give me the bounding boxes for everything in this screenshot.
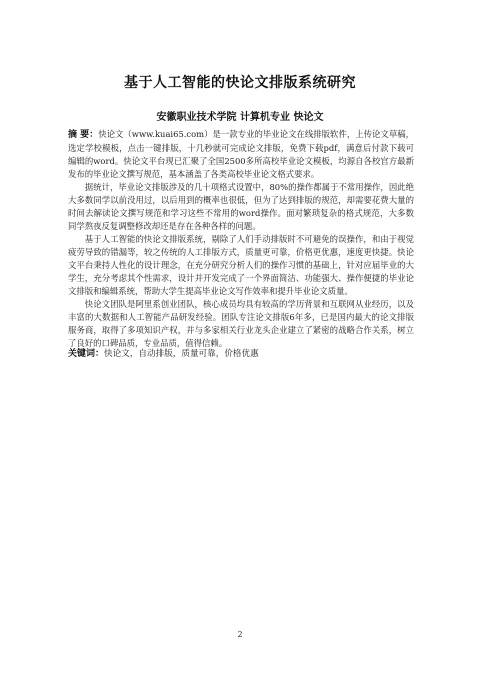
abstract-paragraph-3: 基于人工智能的快论文排版系统，剔除了人们手动排版时不可避免的误操作，和由于视觉疲劳导致的错漏等，较之传统的人工排版方式，质量更可靠，价格更优惠，速度更快捷。快论文平台秉持人性化的设计理念，在充分研究分析人们的操作习惯的基础上，针对应届毕业的大学生，充分考虑其个性需求，设计并开发完成了一个界面简洁、功能强大、操作便捷的毕业论文排版和编辑系统，帮助大学生提高毕业论文写作效率和提升毕业论文质量。 [68,234,414,296]
keywords-line [68,346,414,359]
abstract-paragraph-2: 据统计，毕业论文排版涉及的几十项格式设置中，80%的操作都属于不常用操作，因此绝大多数同学以前没用过，以后用到的概率也很低，但为了达到排版的规范，却需要花费大量的时间去解读论文撰写规范和学习这些不常用的word操作。面对繁琐复杂的格式规范，大多数同学熬夜反复调整修改却还是存在各种各样的问题。 [68,182,414,231]
abstract-paragraph-1 [68,128,414,181]
author-affiliation: 安徽职业技术学院 计算机专业 快论文 [156,112,324,123]
paper-title: 基于人工智能的快论文排版系统研究 [124,75,356,91]
abstract-paragraph-4: 快论文团队是阿里系创业团队，核心成员均具有较高的学历背景和互联网从业经历，以及丰富的大数据和人工智能产品研发经验。团队专注论文排版6年多，已是国内最大的论文排版服务商，取得了多项知识产权，并与多家相关行业龙头企业建立了紧密的战略合作关系，树立了良好的口碑品质，专业品质，值得信赖。 [68,299,414,348]
abstract-text: 快论文（www.kuai65.com）是一款专业的毕业论文在线排版软件，上传论文草稿，选定学校模板，点击一键排版，十几秒就可完成论文排版，免费下载pdf，满意后付款下载可编辑的word。快论文平台现已汇聚了全国2500多所高校毕业论文模板，均源自各校官方最新发布的毕业论文撰写规范，基本涵盖了各类高校毕业论文格式要求。 [68,129,414,179]
keywords-label: 关键词： [68,349,105,359]
page-number: 2 [237,630,243,639]
abstract-label: 摘 要： [68,130,99,140]
keywords-text: 快论文，自动排版，质量可靠，价格优惠 [104,349,259,359]
abstract-body [68,128,414,350]
